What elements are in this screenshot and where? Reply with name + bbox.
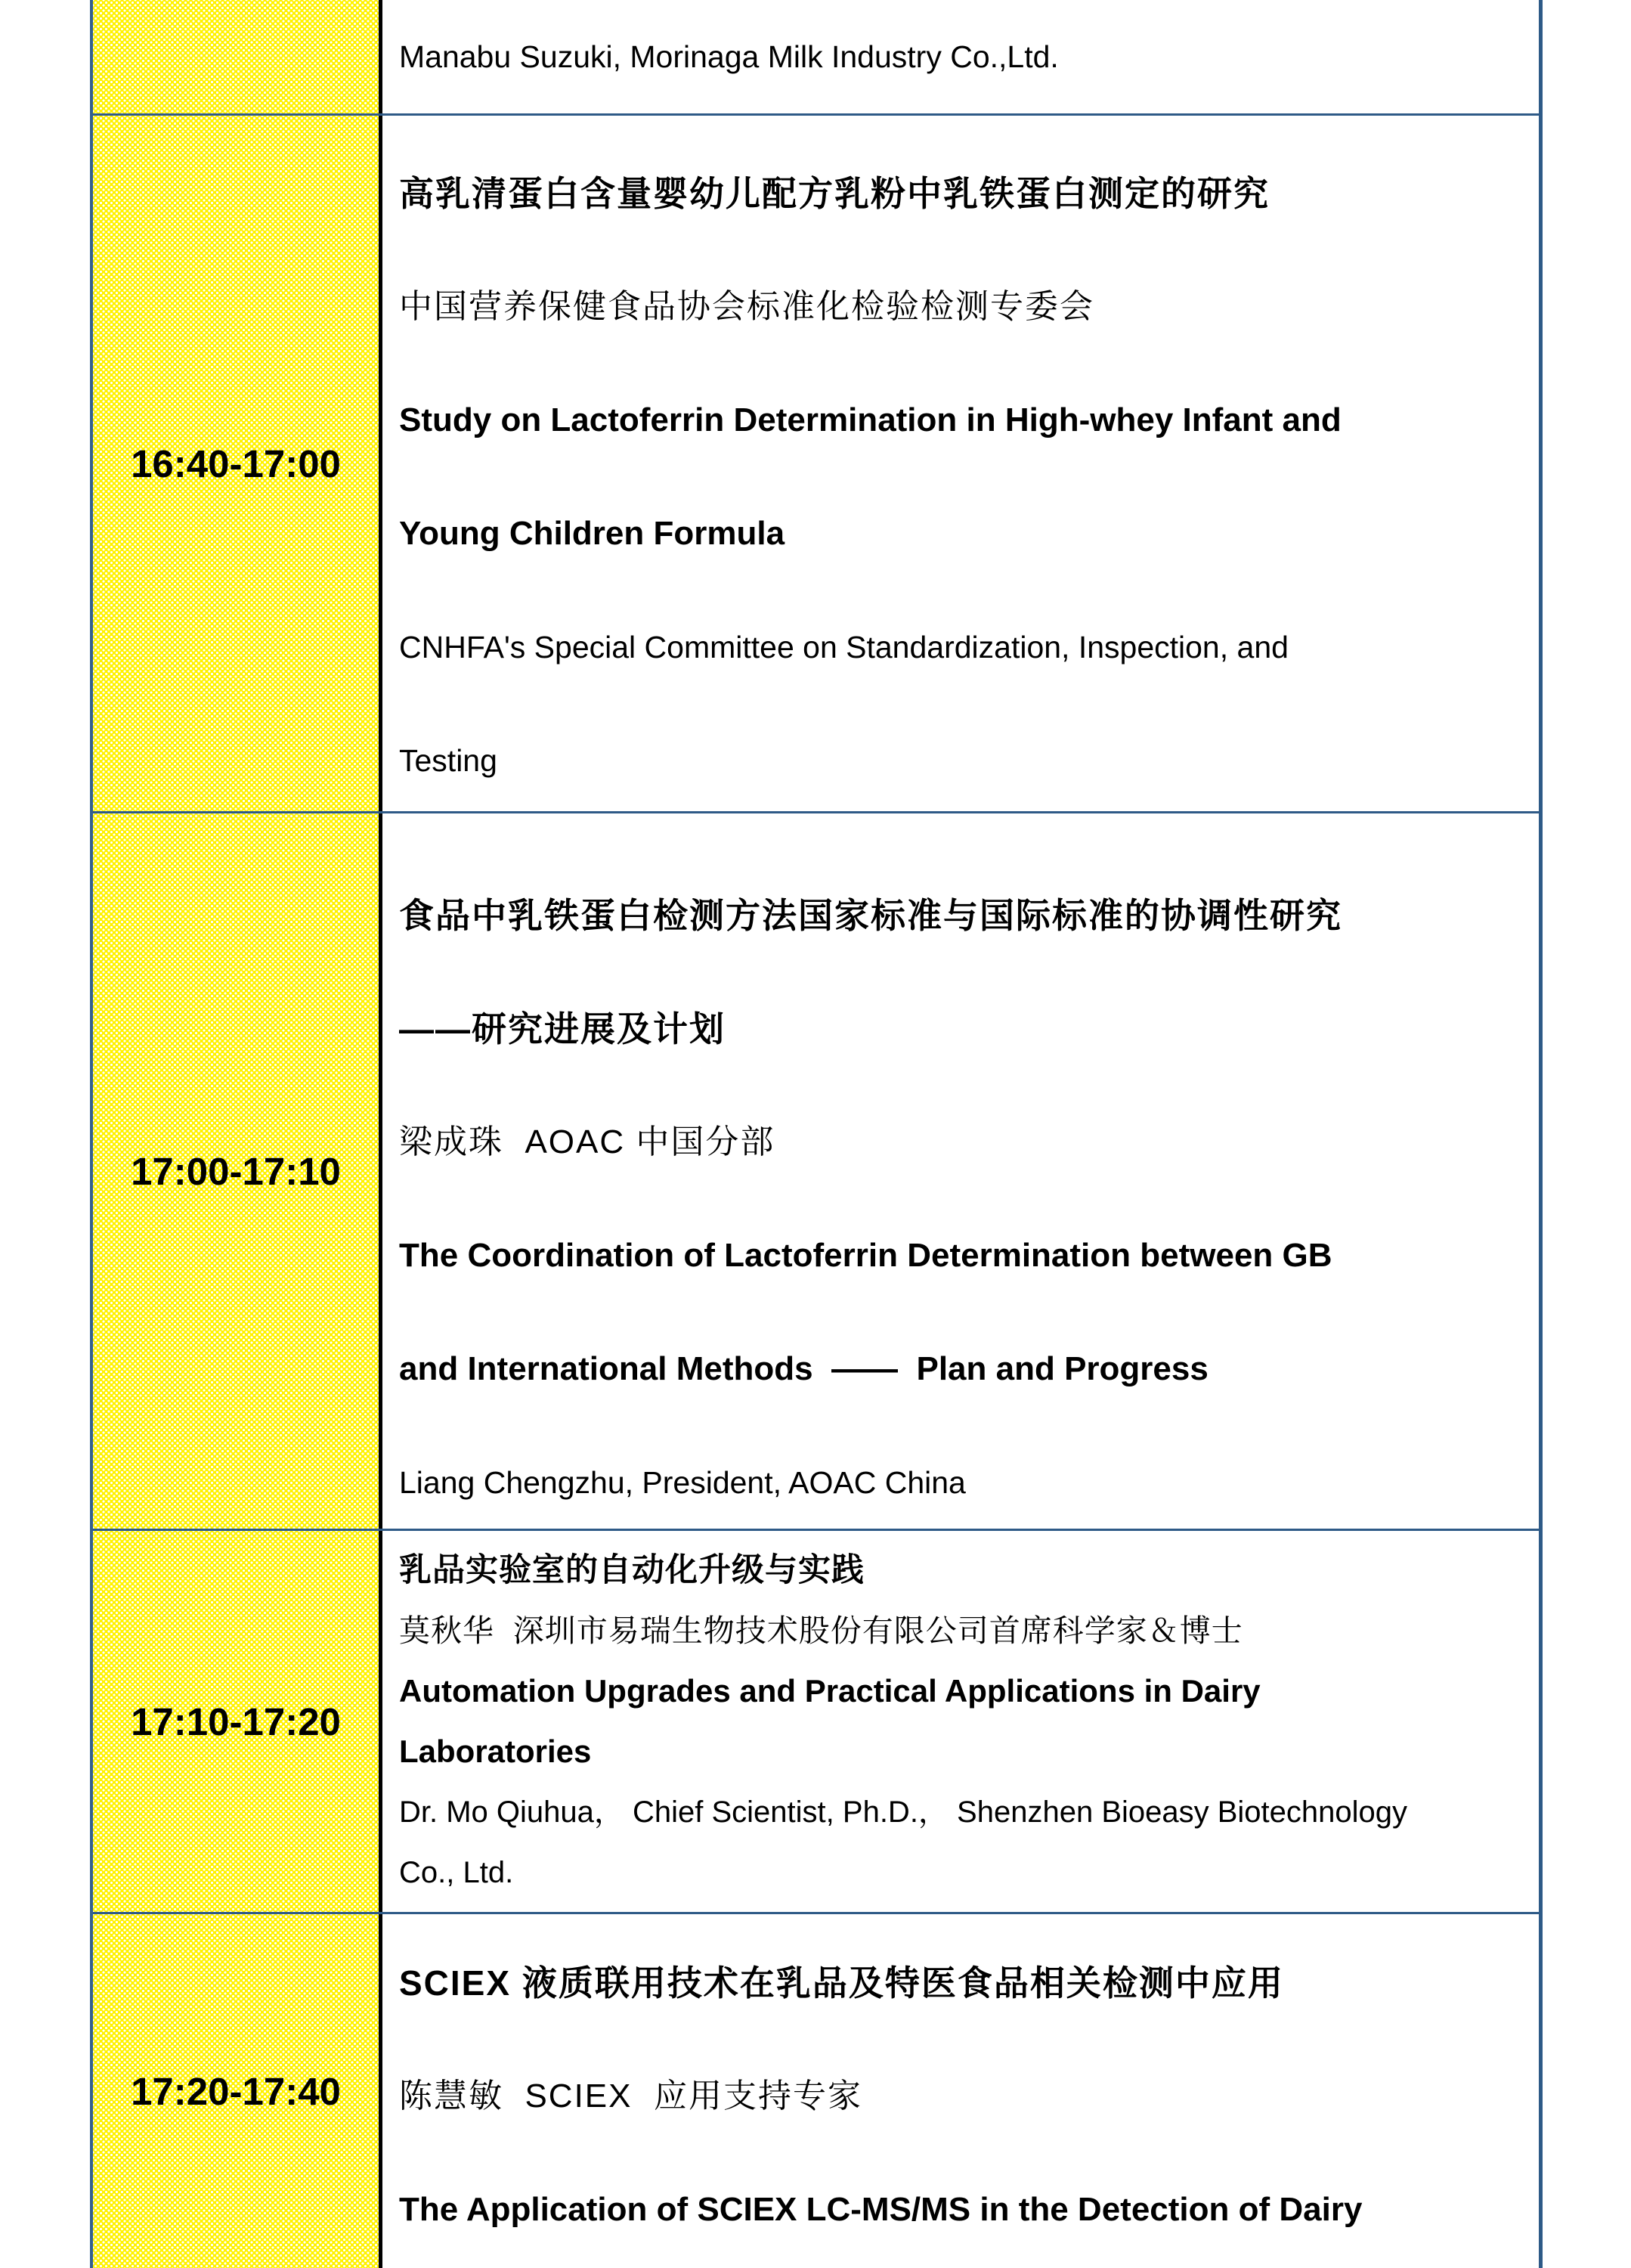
table-row [93, 1914, 1539, 2268]
table-row [93, 116, 1539, 813]
session-cell [382, 0, 1539, 113]
session-title-en: The Coordination of Lactoferrin Determination between GB [399, 1237, 1332, 1274]
session-cell [382, 1914, 1539, 2268]
session-title-en: Young Children Formula [399, 515, 785, 552]
session-title-zh: SCIEX 液质联用技术在乳品及特医食品相关检测中应用 [399, 1963, 1284, 2003]
session-org-zh: 中国营养保健食品协会标准化检验检测专委会 [399, 288, 1094, 325]
speaker-en: Dr. Mo Qiuhua， Chief Scientist, Ph.D.， Shenzhen Bioeasy Biotechnology [399, 1796, 1408, 1829]
session-title-zh: 食品中乳铁蛋白检测方法国家标准与国际标准的协调性研究 [399, 896, 1342, 935]
speaker-line: Manabu Suzuki, Morinaga Milk Industry Co.,Ltd. [399, 39, 1059, 74]
session-title-en: Automation Upgrades and Practical Applications in Dairy [399, 1673, 1261, 1709]
schedule-table [90, 0, 1543, 2268]
table-row [93, 813, 1539, 1531]
session-cell [382, 116, 1539, 811]
session-cell [382, 1531, 1539, 1912]
time-label: 17:00-17:10 [131, 1149, 341, 1193]
time-label: 17:10-17:20 [131, 1699, 341, 1743]
time-cell [93, 1914, 382, 2268]
time-cell [93, 0, 382, 113]
session-cell [382, 813, 1539, 1529]
session-org-en: CNHFA's Special Committee on Standardization, Inspection, and [399, 630, 1289, 665]
session-title-en: Study on Lactoferrin Determination in High-whey Infant and [399, 401, 1342, 438]
time-cell [93, 116, 382, 811]
session-title-zh: 高乳清蛋白含量婴幼儿配方乳粉中乳铁蛋白测定的研究 [399, 174, 1270, 213]
session-title-en: Laboratories [399, 1734, 592, 1769]
speaker-zh: 莫秋华 深圳市易瑞生物技术股份有限公司首席科学家＆博士 [399, 1613, 1243, 1648]
time-cell [93, 813, 382, 1529]
speaker-en: Co., Ltd. [399, 1856, 514, 1889]
session-title-en: and International Methods —— Plan and Progress [399, 1350, 1209, 1387]
session-title-en: The Application of SCIEX LC-MS/MS in the Detection of Dairy [399, 2191, 1363, 2228]
speaker-zh: 陈慧敏 SCIEX 应用支持专家 [399, 2077, 862, 2115]
time-label: 16:40-17:00 [131, 442, 341, 485]
time-label: 17:20-17:40 [131, 2069, 341, 2113]
session-title-zh: 乳品实验室的自动化升级与实践 [399, 1552, 865, 1588]
session-org-en: Testing [399, 743, 497, 778]
table-row [93, 1531, 1539, 1914]
time-cell [93, 1531, 382, 1912]
speaker-en: Liang Chengzhu, President, AOAC China [399, 1465, 966, 1500]
table-row [93, 0, 1539, 116]
speaker-zh: 梁成珠 AOAC 中国分部 [399, 1123, 775, 1160]
session-subtitle-zh: ——研究进展及计划 [399, 1009, 726, 1049]
